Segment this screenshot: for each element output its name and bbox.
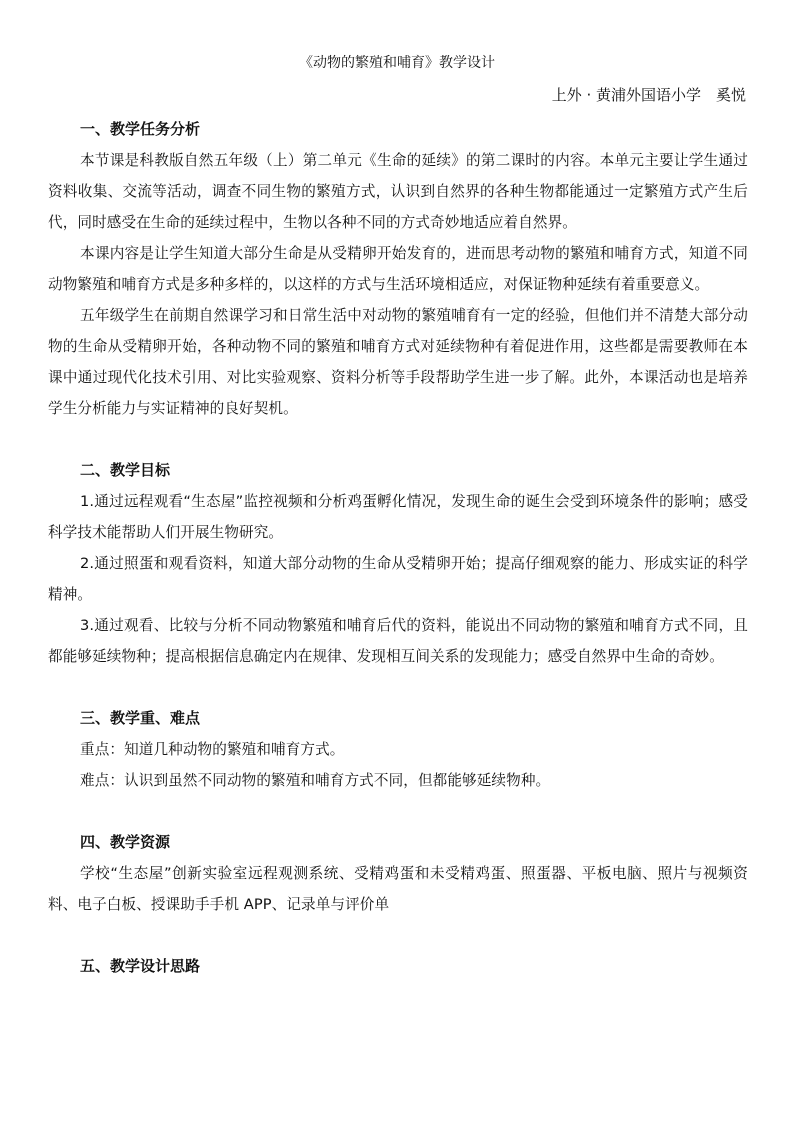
section-heading-design-approach: 五、教学设计思路: [80, 957, 201, 975]
paragraph: 1.通过远程观看“生态屋”监控视频和分析鸡蛋孵化情况，发现生命的诞生会受到环境条件的影响；感受科学技术能帮助人们开展生物研究。: [48, 493, 748, 541]
paragraph: 本课内容是让学生知道大部分生命是从受精卵开始发育的，进而思考动物的繁殖和哺育方式，知道不同动物繁殖和哺育方式是多种多样的，以这样的方式与生活环境相适应，对保证物种延续有着重要意义。: [48, 245, 748, 293]
section-heading-task-analysis: 一、教学任务分析: [80, 120, 201, 138]
paragraph: 重点：知道几种动物的繁殖和哺育方式。: [80, 741, 345, 758]
document-title: 《动物的繁殖和哺育》教学设计: [299, 55, 495, 71]
paragraph: 2.通过照蛋和观看资料，知道大部分动物的生命从受精卵开始；提高仔细观察的能力、形成实证的科学精神。: [48, 555, 748, 603]
paragraph: 五年级学生在前期自然课学习和日常生活中对动物的繁殖哺育有一定的经验，但他们并不清楚大部分动物的生命从受精卵开始，各种动物不同的繁殖和哺育方式对延续物种有着促进作用，这些都是需要教师在本课中通过现代化技术引用、对比实验观察、资料分析等手段帮助学生进一步了解。此外，本课活动也是培养学生分析能力与实证精神的良好契机。: [48, 307, 748, 417]
spacer: [48, 424, 748, 455]
section-heading-key-points: 三、教学重、难点: [80, 709, 201, 727]
author-line: 上外 · 黄浦外国语小学 奚悦: [551, 86, 746, 104]
spacer: [48, 920, 748, 951]
section-heading-resources: 四、教学资源: [80, 833, 171, 851]
paragraph: 学校“生态屋”创新实验室远程观测系统、受精鸡蛋和未受精鸡蛋、照蛋器、平板电脑、照片与视频资料、电子白板、授课助手手机 APP、记录单与评价单: [48, 865, 748, 913]
section-heading-objectives: 二、教学目标: [80, 461, 171, 479]
paragraph: 本节课是科教版自然五年级（上）第二单元《生命的延续》的第二课时的内容。本单元主要让学生通过资料收集、交流等活动，调查不同生物的繁殖方式，认识到自然界的各种生物都能通过一定繁殖方式产生后代，同时感受在生命的延续过程中，生物以各种不同的方式奇妙地适应着自然界。: [48, 152, 748, 231]
paragraph: 难点：认识到虽然不同动物的繁殖和哺育方式不同，但都能够延续物种。: [80, 772, 551, 789]
spacer: [48, 796, 748, 827]
spacer: [48, 672, 748, 703]
paragraph: 3.通过观看、比较与分析不同动物繁殖和哺育后代的资料，能说出不同动物的繁殖和哺育方式不同，且都能够延续物种；提高根据信息确定内在规律、发现相互间关系的发现能力；感受自然界中生命的奇妙。: [48, 617, 748, 665]
document-body: [48, 114, 748, 982]
